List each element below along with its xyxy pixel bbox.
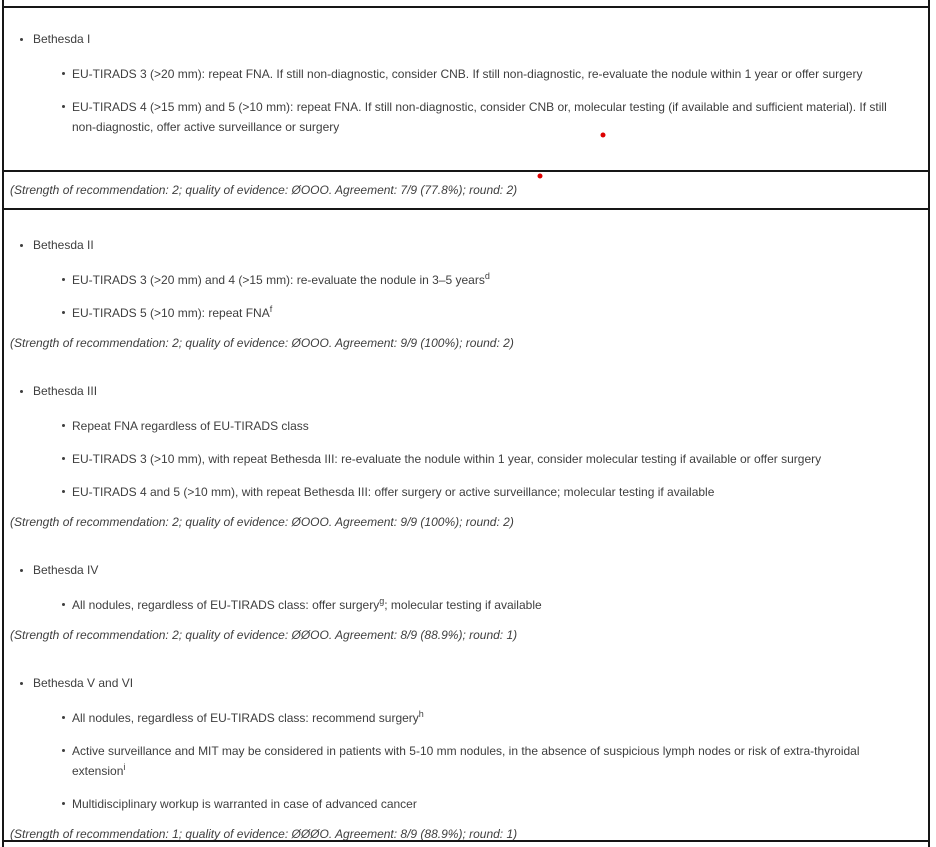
- list-item: [4, 270, 912, 290]
- item-text-pre: All nodules, regardless of EU-TIRADS class: recommend surgery: [72, 711, 419, 725]
- item-text-post: ; molecular testing if available: [384, 598, 542, 612]
- strength-note: (Strength of recommendation: 2; quality of evidence: ØOOO. Agreement: 9/9 (100%); round: 2): [10, 515, 514, 529]
- list-item: [4, 708, 912, 728]
- bullet-icon: [62, 749, 65, 752]
- list-item-text: [72, 306, 272, 320]
- list-item: [4, 97, 912, 137]
- strength-note: (Strength of recommendation: 1; quality of evidence: ØØØO. Agreement: 8/9 (88.9%); round: 1): [10, 827, 518, 840]
- bethesda-1-section: [2, 6, 930, 170]
- list-item-text: [72, 485, 714, 499]
- item-text-pre: Active surveillance and MIT may be considered in patients with 5-10 mm nodules, in the absence of suspicious lymph nodes or risk of extra-thyroidal extension: [72, 744, 860, 778]
- list-item-text: [72, 273, 490, 287]
- section-title: Bethesda III: [33, 384, 98, 398]
- list-item-text: [72, 452, 821, 466]
- list-item-text: [72, 797, 417, 811]
- strength-row: [2, 170, 930, 208]
- bullet-icon: [62, 72, 65, 75]
- footnote-marker: h: [418, 709, 424, 719]
- footnote-marker: f: [269, 304, 273, 314]
- list-item-text: [72, 711, 424, 725]
- list-item-text: [72, 100, 887, 134]
- list-item: [4, 794, 912, 814]
- list-item: [4, 384, 912, 398]
- bullet-icon: [20, 390, 23, 393]
- bullet-icon: [62, 424, 65, 427]
- strength-note: (Strength of recommendation: 2; quality of evidence: ØOOO. Agreement: 7/9 (77.8%); round: 2): [10, 183, 518, 197]
- bullet-icon: [20, 244, 23, 247]
- list-item: [4, 449, 912, 469]
- bullet-icon: [20, 38, 23, 41]
- bethesda-4-block: [4, 563, 912, 642]
- list-item: [4, 64, 912, 84]
- bullet-icon: [62, 490, 65, 493]
- strength-note: (Strength of recommendation: 2; quality of evidence: ØOOO. Agreement: 9/9 (100%); round: 2): [10, 336, 514, 350]
- table-bottom-sliver: [2, 840, 930, 847]
- bullet-icon: [20, 682, 23, 685]
- bullet-icon: [62, 802, 65, 805]
- bullet-icon: [62, 105, 65, 108]
- bullet-icon: [62, 457, 65, 460]
- footnote-marker: g: [379, 596, 385, 606]
- list-item: [4, 595, 912, 615]
- bethesda-2-to-6-section: [2, 208, 930, 840]
- item-text-pre: EU-TIRADS 3 (>20 mm) and 4 (>15 mm): re-evaluate the nodule in 3–5 years: [72, 273, 485, 287]
- bullet-icon: [62, 716, 65, 719]
- red-dot-marker: [601, 133, 606, 138]
- list-item-text: [72, 67, 862, 81]
- item-text-pre: EU-TIRADS 4 and 5 (>10 mm), with repeat Bethesda III: offer surgery or active surveillance; molecular testing if available: [72, 485, 715, 499]
- item-text-pre: EU-TIRADS 3 (>10 mm), with repeat Bethesda III: re-evaluate the nodule within 1 year, consider molecular testing if available or offer surgery: [72, 452, 822, 466]
- item-text-pre: All nodules, regardless of EU-TIRADS class: offer surgery: [72, 598, 380, 612]
- section-title: Bethesda V and VI: [33, 676, 134, 690]
- bethesda-2-block: [4, 238, 912, 350]
- item-text-pre: EU-TIRADS 5 (>10 mm): repeat FNA: [72, 306, 270, 320]
- list-item: [4, 32, 912, 46]
- section-title: Bethesda IV: [33, 563, 99, 577]
- list-item: [4, 482, 912, 502]
- list-item: [4, 741, 912, 781]
- item-text-pre: EU-TIRADS 3 (>20 mm): repeat FNA. If still non-diagnostic, consider CNB. If still non-diagnostic, re-evaluate the nodule within 1 year or offer surgery: [72, 67, 863, 81]
- section-title: Bethesda II: [33, 238, 94, 252]
- item-text-pre: EU-TIRADS 4 (>15 mm) and 5 (>10 mm): repeat FNA. If still non-diagnostic, consider CNB or, molecular testing (if available and sufficient material). If still non-diagnostic, offer active surveillance or surgery: [72, 100, 887, 134]
- bethesda-3-block: [4, 384, 912, 529]
- list-item: [4, 563, 912, 577]
- list-item: [4, 238, 912, 252]
- section-title: Bethesda I: [33, 32, 91, 46]
- bethesda-5-6-block: [4, 676, 912, 840]
- footnote-marker: i: [123, 762, 126, 772]
- item-text-pre: Repeat FNA regardless of EU-TIRADS class: [72, 419, 309, 433]
- red-dot-marker: [538, 174, 543, 179]
- bullet-icon: [62, 603, 65, 606]
- footnote-marker: d: [484, 271, 490, 281]
- list-item-text: [72, 598, 542, 612]
- item-text-pre: Multidisciplinary workup is warranted in case of advanced cancer: [72, 797, 417, 811]
- list-item: [4, 416, 912, 436]
- list-item-text: [72, 744, 860, 778]
- bullet-icon: [62, 278, 65, 281]
- bullet-icon: [62, 311, 65, 314]
- list-item-text: [72, 419, 309, 433]
- list-item: [4, 303, 912, 323]
- strength-note: (Strength of recommendation: 2; quality of evidence: ØØOO. Agreement: 8/9 (88.9%); round: 1): [10, 628, 518, 642]
- list-item: [4, 676, 912, 690]
- bullet-icon: [20, 569, 23, 572]
